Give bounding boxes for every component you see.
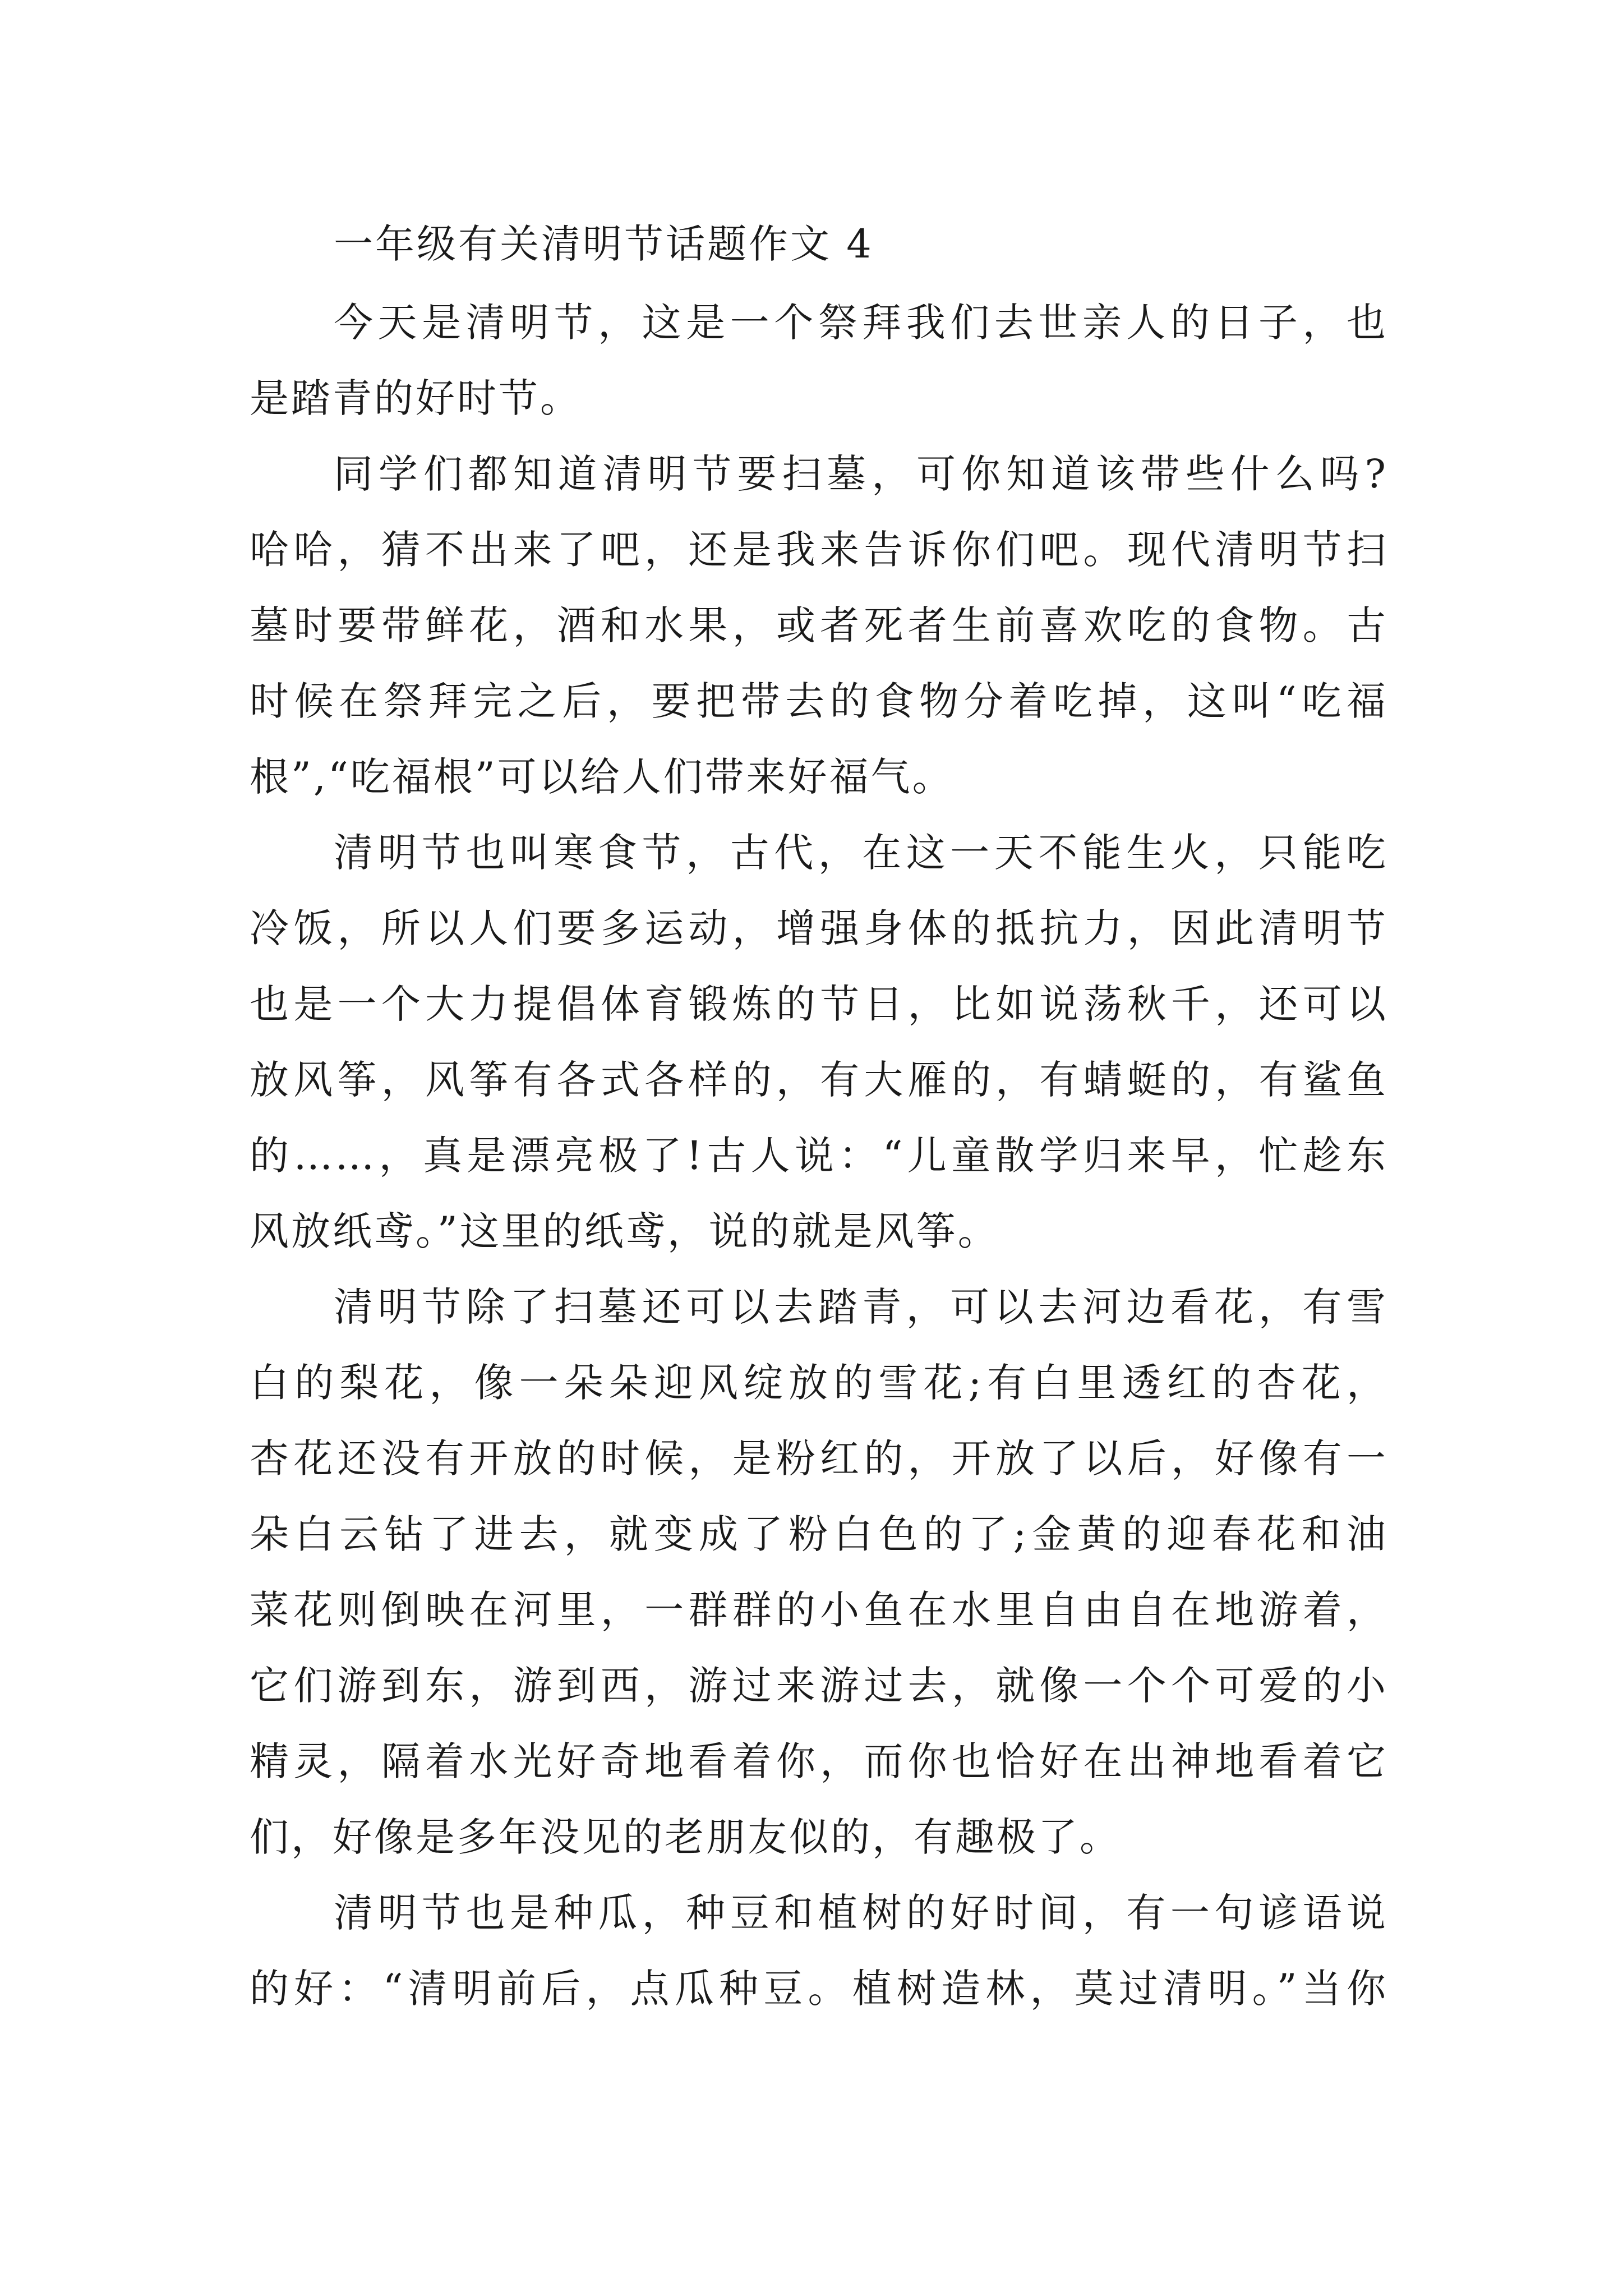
paragraph-4-line-3: 杏花还没有开放的时候，是粉红的，开放了以后，好像有一 xyxy=(250,1435,1388,1481)
paragraph-3-line-4: 放风筝，风筝有各式各样的，有大雁的，有蜻蜓的，有鲨鱼 xyxy=(250,1057,1388,1103)
paragraph-4-line-8: 们，好像是多年没见的老朋友似的，有趣极了。 xyxy=(250,1814,1121,1860)
paragraph-2-line-3: 墓时要带鲜花，酒和水果，或者死者生前喜欢吃的食物。古 xyxy=(250,602,1388,648)
paragraph-3-line-6: 风放纸鸢。”这里的纸鸢，说的就是风筝。 xyxy=(250,1208,999,1254)
paragraph-4-line-1: 清明节除了扫墓还可以去踏青，可以去河边看花，有雪 xyxy=(334,1284,1388,1330)
paragraph-4-line-5: 菜花则倒映在河里，一群群的小鱼在水里自由自在地游着， xyxy=(250,1587,1388,1633)
paragraph-2-line-1: 同学们都知道清明节要扫墓，可你知道该带些什么吗? xyxy=(334,451,1388,497)
paragraph-4-line-4: 朵白云钻了进去，就变成了粉白色的了;金黄的迎春花和油 xyxy=(250,1511,1388,1557)
paragraph-5-line-1: 清明节也是种瓜，种豆和植树的好时间，有一句谚语说 xyxy=(334,1890,1388,1936)
paragraph-3-line-1: 清明节也叫寒食节，古代，在这一天不能生火，只能吃 xyxy=(334,830,1388,876)
paragraph-4-line-2: 白的梨花，像一朵朵迎风绽放的雪花;有白里透红的杏花， xyxy=(250,1360,1388,1406)
paragraph-2-line-5: 根”,“吃福根”可以给人们带来好福气。 xyxy=(250,754,954,800)
paragraph-5-line-2: 的好：“清明前后，点瓜种豆。植树造林，莫过清明。”当你 xyxy=(250,1966,1388,2012)
paragraph-1-line-1: 今天是清明节，这是一个祭拜我们去世亲人的日子，也 xyxy=(334,300,1388,346)
paragraph-3-line-3: 也是一个大力提倡体育锻炼的节日，比如说荡秋千，还可以 xyxy=(250,981,1388,1027)
paragraph-3-line-5: 的……，真是漂亮极了!古人说：“儿童散学归来早，忙趁东 xyxy=(250,1133,1388,1179)
paragraph-4-line-7: 精灵，隔着水光好奇地看着你，而你也恰好在出神地看着它 xyxy=(250,1738,1388,1784)
paragraph-4-line-6: 它们游到东，游到西，游过来游过去，就像一个个可爱的小 xyxy=(250,1663,1388,1709)
document-title: 一年级有关清明节话题作文 4 xyxy=(334,221,874,267)
paragraph-3-line-2: 冷饭，所以人们要多运动，增强身体的抵抗力，因此清明节 xyxy=(250,905,1388,951)
paragraph-1-line-2: 是踏青的好时节。 xyxy=(250,375,582,421)
paragraph-2-line-2: 哈哈，猜不出来了吧，还是我来告诉你们吧。现代清明节扫 xyxy=(250,527,1388,573)
paragraph-2-line-4: 时候在祭拜完之后，要把带去的食物分着吃掉，这叫“吃福 xyxy=(250,678,1388,724)
